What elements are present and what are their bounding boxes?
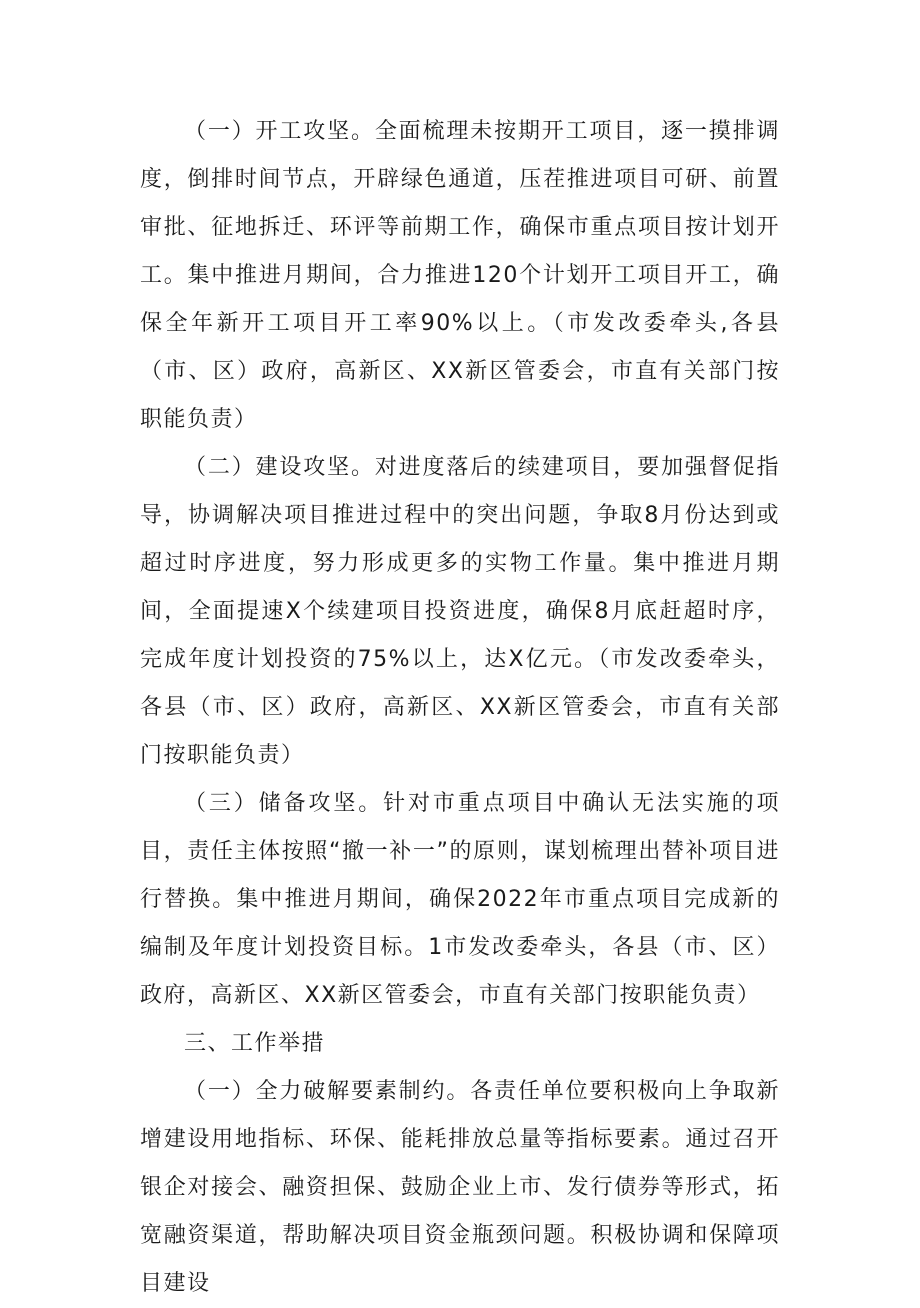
section-heading-work-measures: 三、工作举措 — [184, 1031, 326, 1056]
document-body — [140, 108, 780, 1308]
paragraph-reserve-offensive: （三）储备攻坚。针对市重点项目中确认无法实施的项目，责任主体按照“撤一补一”的原则，谋划梳理出替补项目进行替换。集中推进月期间，确保2022年市重点项目完成新的编制及年度计划投资目标。1市发改委牵头，各县（市、区）政府，高新区、XX新区管委会，市直有关部门按职能负责） — [140, 791, 780, 1008]
paragraph-resolve-constraints: （一）全力破解要素制约。各责任单位要积极向上争取新增建设用地指标、环保、能耗排放总量等指标要素。通过召开银企对接会、融资担保、鼓励企业上市、发行债券等形式，拓宽融资渠道，帮助解决项目资金瓶颈问题。积极协调和保障项目建设 — [140, 1079, 780, 1296]
paragraph-opening-offensive: （一）开工攻坚。全面梳理未按期开工项目，逐一摸排调度，倒排时间节点，开辟绿色通道，压茬推进项目可研、前置审批、征地拆迁、环评等前期工作，确保市重点项目按计划开工。集中推进月期间，合力推进120个计划开工项目开工，确保全年新开工项目开工率90%以上。（市发改委牵头,各县（市、区）政府，高新区、XX新区管委会，市直有关部门按职能负责） — [140, 119, 780, 432]
paragraph-construction-offensive: （二）建设攻坚。对进度落后的续建项目，要加强督促指导，协调解决项目推进过程中的突出问题，争取8月份达到或超过时序进度，努力形成更多的实物工作量。集中推进月期间，全面提速X个续建项目投资进度，确保8月底赶超时序，完成年度计划投资的75%以上，达X亿元。（市发改委牵头，各县（市、区）政府，高新区、XX新区管委会，市直有关部门按职能负责） — [140, 455, 780, 768]
